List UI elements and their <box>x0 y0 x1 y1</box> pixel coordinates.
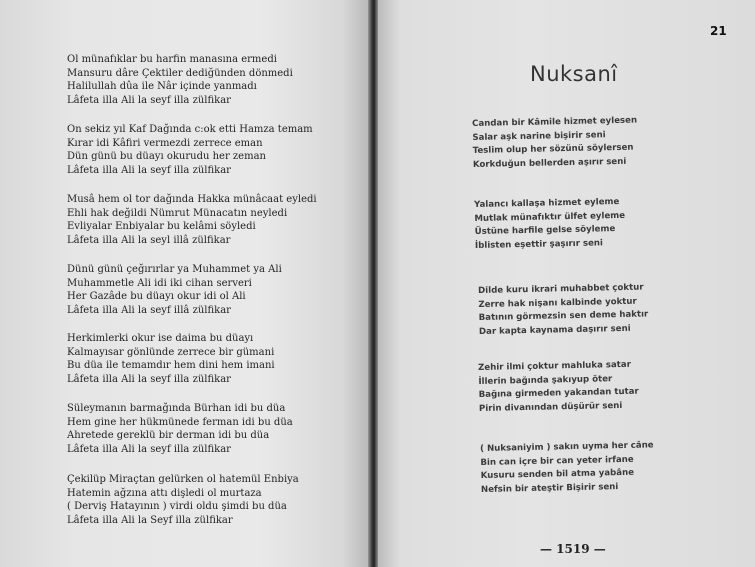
verse-line: Mansuru dâre Çektiler dediğünden dönmedi <box>67 67 293 79</box>
verse-line: Zerre hak nişanı kalbinde yoktur <box>478 296 637 310</box>
verse-line: Zehir ilmi çoktur mahluka satar <box>478 359 632 373</box>
verse-line: Dar kapta kaynama daşırır seni <box>478 323 631 337</box>
verse-line: Candan bir Kâmile hizmet eylesen <box>472 115 638 129</box>
verse-line: Batının görmezsin sen deme haktır <box>478 309 649 324</box>
verse-line: Nefsin bir ateştir Bişirir seni <box>480 481 619 495</box>
verse-line: Hatemin ağzına attı dişledi ol murtaza <box>67 487 262 499</box>
left-stanza-5 <box>67 332 275 386</box>
verse-line: Yalancı kallaşa hizmet eyleme <box>474 196 620 210</box>
verse-line: İblisten eşettir şaşırır seni <box>474 238 604 251</box>
verse-line: Hem gine her hükmünede ferman idi bu düa <box>67 416 293 428</box>
left-stanza-6 <box>67 402 293 456</box>
verse-line: Muhammetle Ali idi iki cihan serveri <box>67 277 252 289</box>
left-stanza-7 <box>67 473 299 527</box>
verse-line: ( Nuksaniyim ) sakın uyma her câne <box>480 440 654 454</box>
verse-line: Bin can içre bir can yeter irfane <box>480 454 634 468</box>
verse-line: Dünü günü çeğırırlar ya Muhammet ya Ali <box>67 264 282 275</box>
verse-line: Üstüne harfile gelse söyleme <box>474 224 616 238</box>
poem-title: Nuksanî <box>530 62 618 86</box>
verse-line: Süleymanın barmağında Bürhan idi bu düa <box>67 403 286 414</box>
verse-line: Herkimlerki okur ise daima bu düayı <box>67 333 254 344</box>
verse-line: Teslim olup her sözünü söylersen <box>472 142 634 157</box>
verse-line: Dün günü bu düayı okurudu her zeman <box>67 151 266 163</box>
verse-line: Evliyalar Enbiyalar bu kelâmi söyledi <box>67 221 256 233</box>
verse-line: Kırar idi Kâfiri vermezdi zerrece eman <box>67 137 263 149</box>
page-number-top: 21 <box>710 24 727 38</box>
verse-line: Her Gazâde bu düayı okur idi ol Ali <box>67 291 246 303</box>
verse-line: Musâ hem ol tor dağında Hakka münâcaat eyledi <box>67 194 317 205</box>
verse-line: Lâfeta illa Ali la seyf illa zülfikar <box>67 373 231 385</box>
verse-line: Çekilüp Miraçtan gelürken ol hatemül Enbiya <box>67 474 299 485</box>
right-stanza-3 <box>478 281 649 339</box>
verse-line: Lâfeta illa Ali la seyf illâ zülfikar <box>67 304 231 316</box>
right-stanza-4 <box>478 359 639 417</box>
verse-line: Ehli hak değildi Nümrut Münacatın neyledi <box>67 207 288 219</box>
verse-line: Bu düa ile temamdır hem dini hem imani <box>67 360 275 372</box>
page-number-bottom: — 1519 — <box>540 542 606 556</box>
left-stanza-4 <box>67 263 282 317</box>
verse-line: Bağına girmeden yakandan tutar <box>478 386 639 401</box>
right-stanza-1 <box>472 115 638 173</box>
verse-line: Ol münafıklar bu harfin manasına ermedi <box>67 54 277 65</box>
verse-line: Lâfeta illa Ali la seyf illa zülfikar <box>67 94 231 106</box>
verse-line: On sekiz yıl Kaf Dağında c:ok etti Hamza temam <box>67 124 313 135</box>
verse-line: Halilullah dûa ile Nâr içinde yanmadı <box>67 81 257 93</box>
verse-line: Korkduğun bellerden aşırır seni <box>472 156 627 170</box>
verse-line: Salar aşk narine bişirir seni <box>472 129 606 143</box>
left-stanza-1 <box>67 53 293 107</box>
verse-line: Kalmayısar gönlünde zerrece bir gümani <box>67 346 275 358</box>
verse-line: İllerin bağında şakıyup öter <box>478 373 613 387</box>
right-stanza-2 <box>474 196 626 254</box>
verse-line: Lâfeta illa Ali la seyf illa zülfikar <box>67 164 231 176</box>
verse-line: Lâfeta illa Ali la seyf illa zülfikar <box>67 443 231 455</box>
verse-line: ( Derviş Hatayının ) virdi oldu şimdi bu düa <box>67 501 287 513</box>
book-gutter <box>368 0 378 567</box>
left-stanza-3 <box>67 193 317 247</box>
verse-line: Ahretede gereklü bir derman idi bu düa <box>67 430 270 442</box>
right-stanza-5 <box>480 439 655 497</box>
verse-line: Lâfeta illa Ali la Seyf illa zülfikar <box>67 514 233 526</box>
verse-line: Lâfeta illa Ali la seyl illâ zülfikar <box>67 234 231 246</box>
verse-line: Kusuru senden bil atma yabâne <box>480 467 635 482</box>
verse-line: Dilde kuru ikrari muhabbet çoktur <box>478 282 644 296</box>
verse-line: Mutlak münafıktır ülfet eyleme <box>474 210 626 224</box>
verse-line: Pirin divanından düşürür seni <box>478 400 623 414</box>
left-stanza-2 <box>67 123 313 177</box>
